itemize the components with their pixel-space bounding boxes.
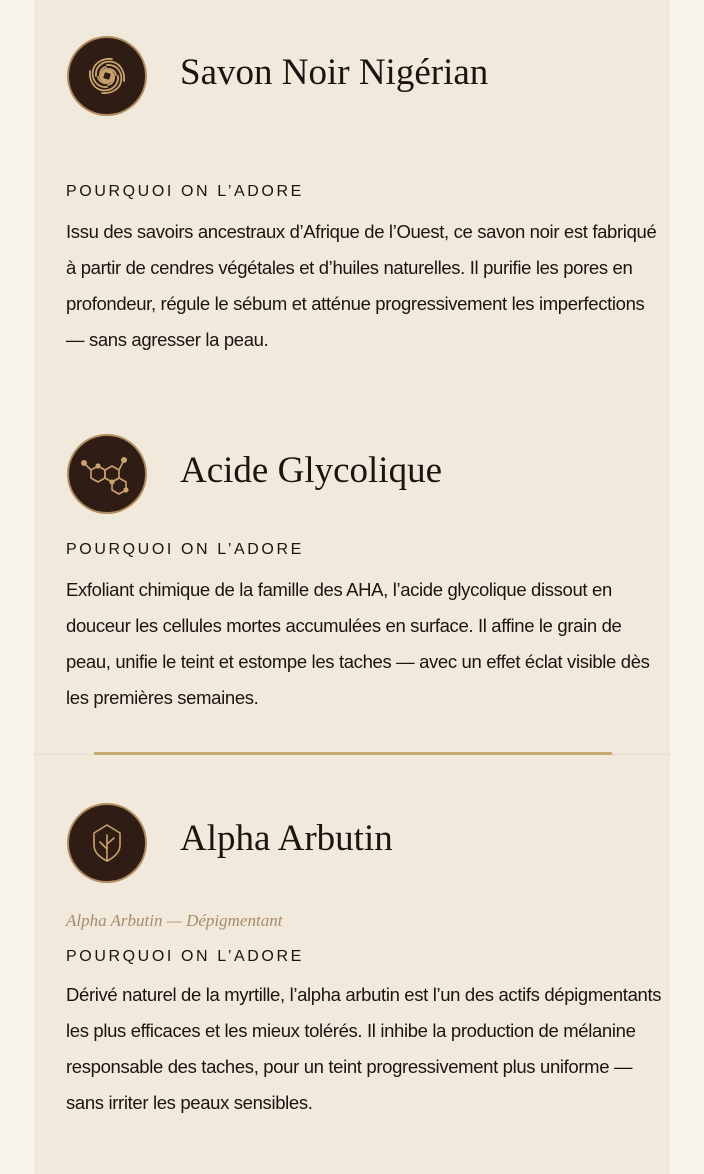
molecule-icon: [67, 434, 147, 514]
why-we-love-it-label: POURQUOI ON L’ADORE: [66, 183, 304, 200]
gold-divider: [94, 752, 612, 755]
ingredient-description: Dérivé naturel de la myrtille, l’alpha arbutin est l’un des actifs dépigmentants les plus efficaces et les mieux tolérés. Il inhibe la production de mélanine responsable des taches, pour un teint progressivement plus uniforme — sans irriter les peaux sensibles.: [66, 984, 662, 1113]
why-we-love-it-label: POURQUOI ON L’ADORE: [66, 948, 304, 965]
ingredient-title: Alpha Arbutin: [180, 818, 393, 859]
ingredient-title: Savon Noir Nigérian: [180, 52, 489, 93]
ingredients-panel: [34, 0, 670, 1174]
ingredient-title: Acide Glycolique: [180, 450, 442, 491]
leaf-icon: [67, 803, 147, 883]
ingredient-description: Exfoliant chimique de la famille des AHA, l’acide glycolique dissout en douceur les cellules mortes accumulées en surface. Il affine le grain de peau, unifie le teint et estompe les taches — avec un effet éclat visible dès les premières semaines.: [66, 579, 650, 708]
ingredient-description: Issu des savoirs ancestraux d’Afrique de l’Ouest, ce savon noir est fabriqué à partir de cendres végétales et d’huiles naturelles. Il purifie les pores en profondeur, régule le sébum et atténue progressivement les imperfections — sans agresser la peau.: [66, 221, 657, 350]
ingredient-subtitle: Alpha Arbutin — Dépigmentant: [66, 911, 283, 930]
swirl-icon: [67, 36, 147, 116]
why-we-love-it-label: POURQUOI ON L’ADORE: [66, 541, 304, 558]
